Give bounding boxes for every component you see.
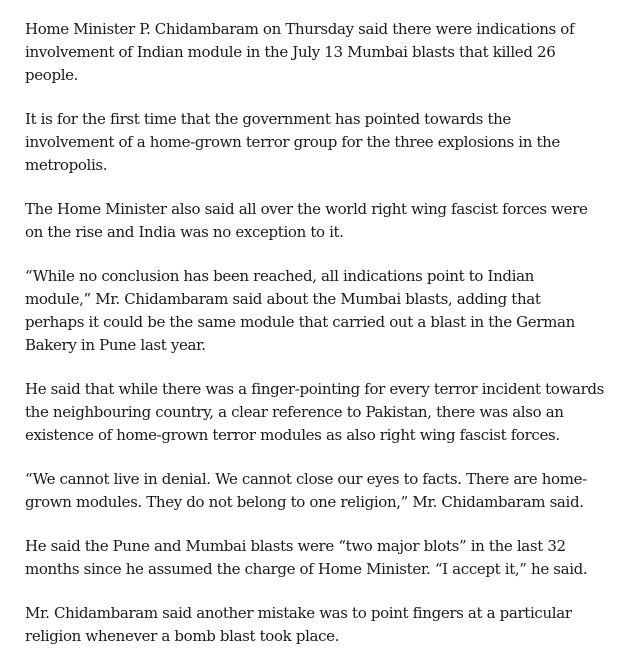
article-paragraph: It is for the first time that the government has pointed towards the involvement of a home-grown terror group for the three explosions in the metropolis. [25, 110, 560, 174]
article-paragraph: He said the Pune and Mumbai blasts were “two major blots” in the last 32 months since he assumed the charge of Home Minister. “I accept it,” he said. [25, 537, 588, 578]
article-paragraph: Home Minister P. Chidambaram on Thursday said there were indications of involvement of Indian module in the July 13 Mumbai blasts that killed 26 people. [25, 20, 575, 84]
article-paragraph: He said that while there was a finger-pointing for every terror incident towards the neighbouring country, a clear reference to Pakistan, there was also an existence of home-grown terror modules as also right wing fascist forces. [25, 380, 604, 444]
article-paragraph: Mr. Chidambaram said another mistake was to point fingers at a particular religion whenever a bomb blast took place. [25, 604, 572, 645]
article-paragraph: The Home Minister also said all over the world right wing fascist forces were on the rise and India was no exception to it. [25, 200, 588, 241]
article-paragraph: “While no conclusion has been reached, all indications point to Indian module,” Mr. Chidambaram said about the Mumbai blasts, adding that perhaps it could be the same module that carried out a blast in the German Bakery in Pune last year. [25, 267, 575, 354]
article-paragraph: “We cannot live in denial. We cannot close our eyes to facts. There are home-grown modules. They do not belong to one religion,” Mr. Chidambaram said. [25, 470, 587, 511]
